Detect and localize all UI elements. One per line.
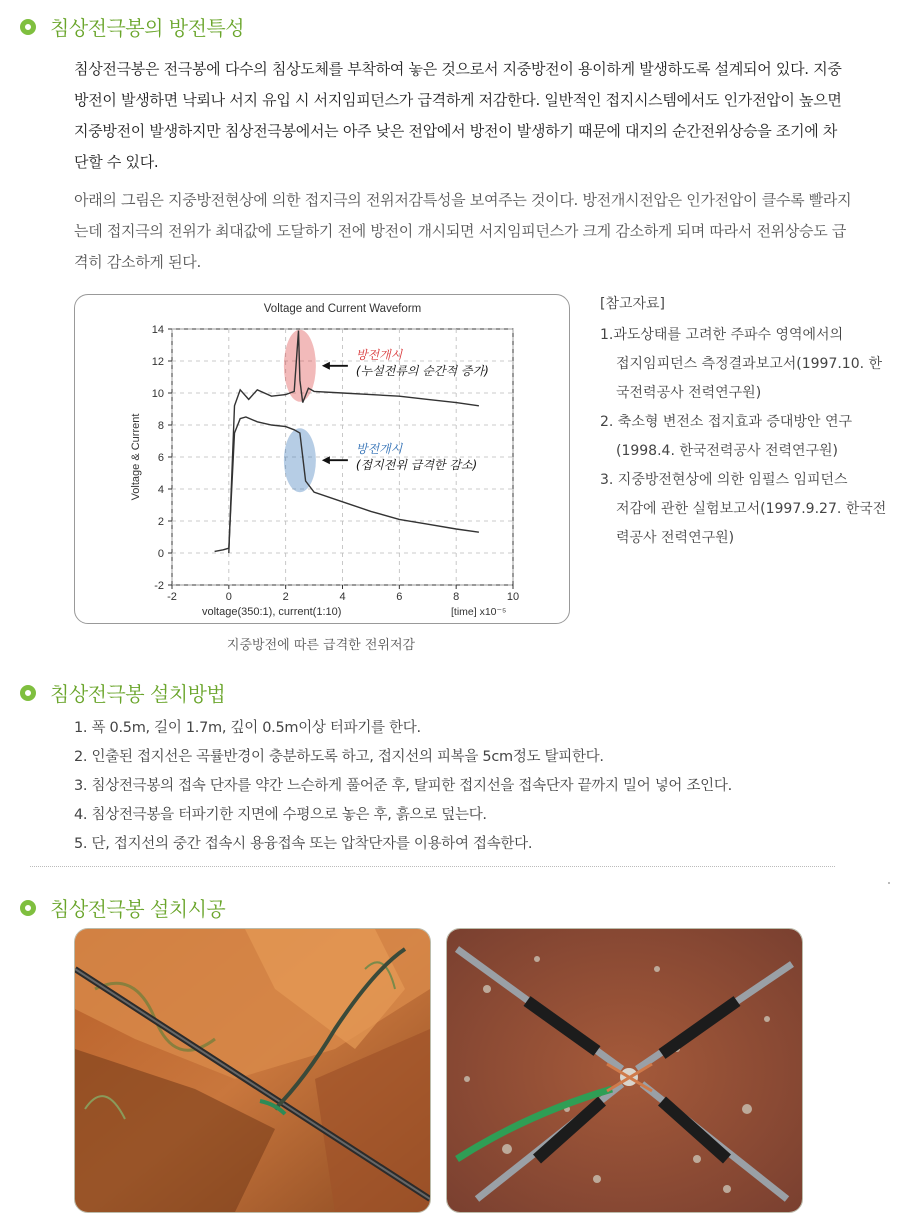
paragraph-intro: 침상전극봉은 전극봉에 다수의 침상도체를 부착하여 놓은 것으로서 지중방전이 용이하게 발생하도록 설계되어 있다. 지중 방전이 발생하면 낙뢰나 서지 유입 시 서지임피던스가 급격하게 저감한다. 일반적인 접지시스템에서도 인가전압이 높으면 지중방전이 발생하지만 침상전극봉에서는 아주 낮은 전압에서 방전이 발생하기 때문에 대지의 순간전위상승을 조기에 차 단할 수 있다.: [74, 60, 842, 171]
list-item: 4. 침상전극봉을 터파기한 지면에 수평으로 놓은 후, 흙으로 덮는다.: [74, 807, 487, 823]
section-title-discharge: 침상전극봉의 방전특성: [20, 12, 244, 41]
reference-item: 1.과도상태를 고려한 주파수 영역에서의 접지임피던스 측정결과보고서(1997.10. 한 국전력공사 전력연구원): [600, 327, 883, 401]
y-tick-label: 12: [151, 356, 164, 368]
divider-dot: [888, 882, 890, 884]
reference-item: 2. 축소형 변전소 접지효과 증대방안 연구 (1998.4. 한국전력공사 전력연구원): [600, 414, 852, 459]
annotation-note: (누설전류의 순간적 증가): [355, 363, 489, 378]
photo-trench: [74, 928, 431, 1213]
x-tick-label: 10: [506, 591, 520, 603]
divider: [30, 866, 835, 867]
y-tick-label: 10: [151, 388, 164, 400]
section-title-install-method: 침상전극봉 설치방법: [20, 678, 225, 707]
y-tick-label: 0: [157, 548, 164, 560]
ring-bullet-icon: [20, 19, 36, 35]
ring-bullet-icon: [20, 685, 36, 701]
y-tick-label: -2: [154, 580, 164, 592]
install-steps-list: [74, 714, 732, 859]
waveform-chart-svg: [75, 295, 569, 623]
x-tick-label: 4: [339, 591, 346, 603]
x-tick-label: 0: [225, 591, 232, 603]
x-tick-label: 2: [282, 591, 289, 603]
x-tick-label: 8: [453, 591, 460, 603]
reference-item: 3. 지중방전현상에 의한 임펄스 임피던스 저감에 관한 실험보고서(1997.9.27. 한국전 력공사 전력연구원): [600, 472, 887, 546]
y-tick-label: 4: [157, 484, 164, 496]
x-tick-label: 6: [396, 591, 403, 603]
figure-caption: 지중방전에 따른 급격한 전위저감: [226, 638, 416, 653]
list-item: 5. 단, 접지선의 중간 접속시 용융접속 또는 압착단자를 이용하여 접속한다.: [74, 836, 533, 852]
list-item: 2. 인출된 접지선은 곡률반경이 충분하도록 하고, 접지선의 피복을 5cm정도 탈피한다.: [74, 749, 604, 765]
y-tick-label: 6: [157, 452, 164, 464]
section-title-construction: 침상전극봉 설치시공: [20, 893, 225, 922]
y-tick-label: 2: [157, 516, 164, 528]
photo-x-connection: [446, 928, 803, 1213]
list-item: 3. 침상전극봉의 접속 단자를 약간 느슨하게 풀어준 후, 탈피한 접지선을 접속단자 끝까지 밀어 넣어 조인다.: [74, 778, 732, 794]
x-axis-unit: [time] x10⁻⁵: [451, 606, 507, 618]
x-tick-label: -2: [167, 591, 177, 603]
references-title: [참고자료]: [600, 296, 666, 312]
annotation-label: 방전개시: [355, 347, 403, 362]
paragraph-figure-desc: 아래의 그림은 지중방전현상에 의한 접지극의 전위저감특성을 보여주는 것이다. 방전개시전압은 인가전압이 클수록 빨라지 는데 접지극의 전위가 최대값에 도달하기 전에 방전이 개시되면 서지임피던스가 크게 감소하게 되며 따라서 전위상승도 급 격히 감소하게 된다.: [74, 191, 852, 271]
x-axis-label: voltage(350:1), current(1:10): [202, 606, 342, 618]
ring-bullet-icon: [20, 900, 36, 916]
y-tick-label: 14: [151, 324, 164, 336]
references: [600, 290, 915, 553]
waveform-chart: [74, 294, 570, 624]
y-tick-label: 8: [157, 420, 164, 432]
list-item: 1. 폭 0.5m, 길이 1.7m, 깊이 0.5m이상 터파기를 한다.: [74, 720, 421, 736]
y-axis-label: Voltage & Current: [130, 413, 142, 501]
annotation-note: (접지전위 급격한 감소): [355, 458, 478, 473]
annotation-label: 방전개시: [355, 442, 403, 457]
chart-title: Voltage and Current Waveform: [263, 303, 422, 315]
